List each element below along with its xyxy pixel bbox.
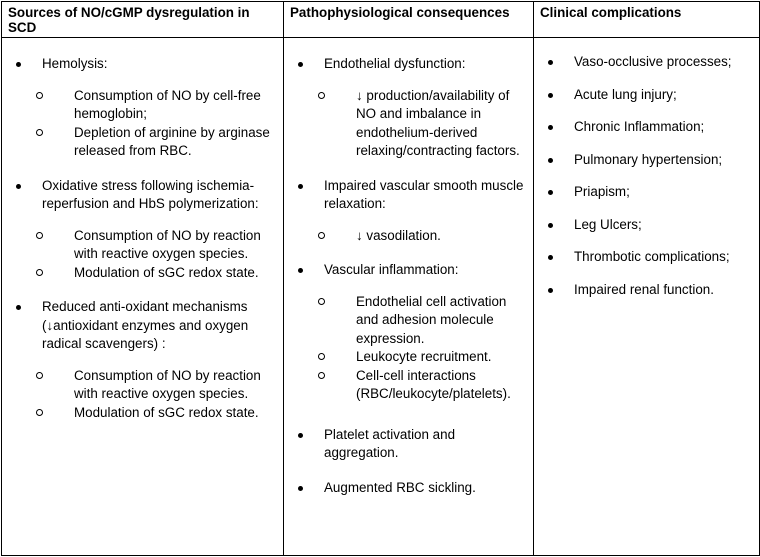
circle-bullet-icon: [318, 232, 325, 239]
circle-bullet-icon: [318, 353, 325, 360]
bullet-icon: [548, 158, 553, 163]
header-sources: Sources of NO/cGMP dysregulation in SCD: [2, 2, 284, 38]
sub-list-item: Leukocyte recruitment.: [306, 348, 529, 367]
complications-cell: [534, 38, 760, 556]
bullet-icon: [298, 268, 303, 273]
circle-bullet-icon: [318, 298, 325, 305]
circle-bullet-icon: [36, 372, 43, 379]
sub-list-item: Consumption of NO by reaction with reactive oxygen species.: [24, 227, 279, 264]
bullet-icon: [16, 305, 21, 310]
circle-bullet-icon: [36, 409, 43, 416]
header-row: [2, 2, 760, 38]
bullet-icon: [548, 93, 553, 98]
consequences-list: [288, 55, 529, 497]
bullet-icon: [16, 184, 21, 189]
list-item: Hemolysis: Consumption of NO by cell-free hemoglobin; Depletion of arginine by arginase released from RBC.: [6, 55, 279, 161]
circle-bullet-icon: [36, 269, 43, 276]
list-item: Thrombotic complications;: [538, 248, 755, 267]
list-item: Priapism;: [538, 183, 755, 202]
sub-list: [324, 87, 529, 161]
list-item: Oxidative stress following ischemia-reperfusion and HbS polymerization: Consumption of NO by reaction with reactive oxygen species. Modulation of sGC redox state.: [6, 177, 279, 283]
bullet-icon: [548, 223, 553, 228]
bullet-icon: [298, 486, 303, 491]
circle-bullet-icon: [318, 372, 325, 379]
sub-list: [42, 87, 279, 161]
body-row: [2, 38, 760, 556]
sub-list-item: Modulation of sGC redox state.: [24, 264, 279, 283]
header-consequences: Pathophysiological consequences: [284, 2, 534, 38]
list-item: Acute lung injury;: [538, 86, 755, 105]
circle-bullet-icon: [36, 129, 43, 136]
bullet-icon: [548, 190, 553, 195]
sub-list-item: Endothelial cell activation and adhesion molecule expression.: [306, 293, 529, 349]
sources-list: [6, 55, 279, 422]
bullet-icon: [548, 288, 553, 293]
list-item: Platelet activation and aggregation.: [288, 426, 529, 463]
consequences-cell: [284, 38, 534, 556]
sources-cell: [2, 38, 284, 556]
sub-list-item: Modulation of sGC redox state.: [24, 404, 279, 423]
list-item: Vascular inflammation: Endothelial cell activation and adhesion molecule expression. Leukocyte recruitment. Cell-cell interactions (RBC/leukocyte/platelets).: [288, 261, 529, 404]
header-complications: Clinical complications: [534, 2, 760, 38]
sub-list-item: Depletion of arginine by arginase released from RBC.: [24, 124, 279, 161]
comparison-table: [1, 1, 760, 556]
list-item: Endothelial dysfunction: ↓ production/availability of NO and imbalance in endothelium-derived relaxing/contracting factors.: [288, 55, 529, 161]
sub-list: [324, 293, 529, 404]
sub-list-item: ↓ vasodilation.: [306, 227, 529, 246]
bullet-icon: [298, 184, 303, 189]
list-item: Vaso-occlusive processes;: [538, 53, 755, 72]
list-item: Leg Ulcers;: [538, 216, 755, 235]
sub-list-item: Consumption of NO by reaction with reactive oxygen species.: [24, 367, 279, 404]
list-item: Pulmonary hypertension;: [538, 151, 755, 170]
bullet-icon: [298, 62, 303, 67]
sub-list-item: Consumption of NO by cell-free hemoglobin;: [24, 87, 279, 124]
bullet-icon: [16, 62, 21, 67]
circle-bullet-icon: [36, 92, 43, 99]
sub-list: [324, 227, 529, 246]
bullet-icon: [548, 255, 553, 260]
circle-bullet-icon: [36, 232, 43, 239]
bullet-icon: [298, 433, 303, 438]
list-item: Impaired vascular smooth muscle relaxation: ↓ vasodilation.: [288, 177, 529, 246]
sub-list-item: Cell-cell interactions (RBC/leukocyte/platelets).: [306, 367, 529, 404]
sub-list: [42, 227, 279, 283]
bullet-icon: [548, 60, 553, 65]
sub-list-item: ↓ production/availability of NO and imbalance in endothelium-derived relaxing/contracting factors.: [306, 87, 529, 161]
list-item: Chronic Inflammation;: [538, 118, 755, 137]
complications-list: [538, 53, 755, 299]
list-item: Reduced anti-oxidant mechanisms (↓antioxidant enzymes and oxygen radical scavengers) : Consumption of NO by reaction with reactive oxygen species. Modulation of sGC redox state.: [6, 298, 279, 422]
list-item: Augmented RBC sickling.: [288, 479, 529, 498]
list-item: Impaired renal function.: [538, 281, 755, 300]
bullet-icon: [548, 125, 553, 130]
sub-list: [42, 367, 279, 423]
circle-bullet-icon: [318, 92, 325, 99]
